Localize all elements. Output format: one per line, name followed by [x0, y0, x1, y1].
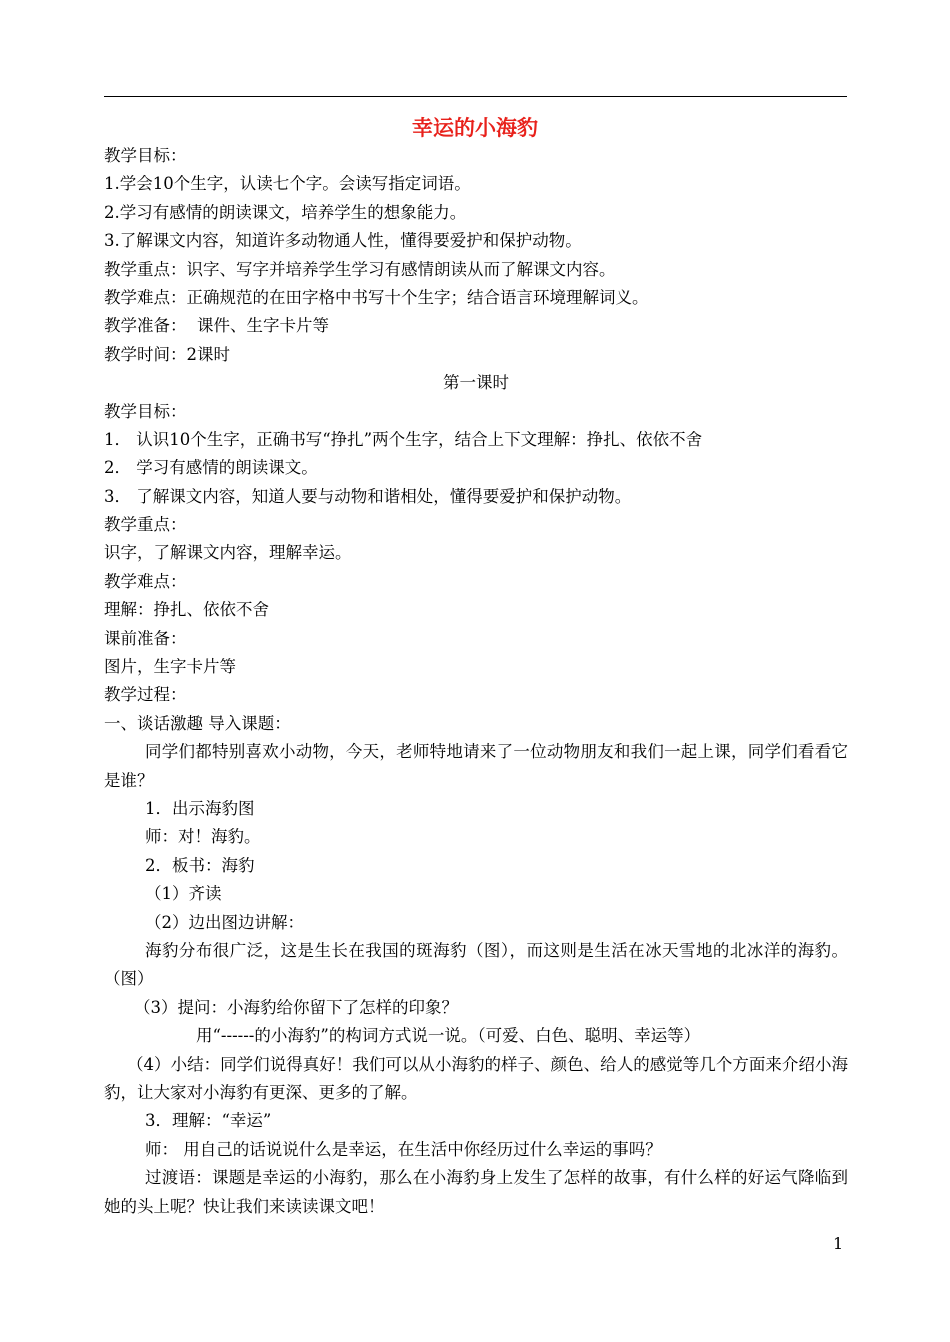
step-line: （3）提问：小海豹给你留下了怎样的印象？ — [134, 997, 458, 1017]
step-line: 3．理解：“幸运” — [145, 1111, 272, 1131]
section-heading: 教学难点： — [104, 571, 187, 591]
section-heading: 教学目标： — [104, 401, 187, 421]
objective-line: 2.学习有感情的朗读课文，培养学生的想象能力。 — [104, 202, 467, 222]
paragraph: 过渡语：课题是幸运的小海豹，那么在小海豹身上发生了怎样的故事，有什么样的好运气降临到她的头上呢？快让我们来读读课文吧！ — [104, 1168, 848, 1216]
document-body — [104, 142, 848, 1221]
step-heading: 一、谈话激趣 导入课题： — [104, 713, 291, 733]
step-line: 2．板书：海豹 — [145, 855, 255, 875]
objective-line: 1.学会10个生字，认读七个字。会读写指定词语。 — [104, 174, 471, 194]
step-line: 1．出示海豹图 — [145, 799, 255, 819]
objective-line: 3． 了解课文内容，知道人要与动物和谐相处，懂得要爱护和保护动物。 — [104, 486, 632, 506]
step-line: 师： 用自己的话说说什么是幸运，在生活中你经历过什么幸运的事吗？ — [145, 1139, 662, 1159]
header-rule — [104, 96, 847, 97]
step-line: （2）边出图边讲解： — [145, 912, 304, 932]
step-line: （1）齐读 — [145, 884, 222, 904]
objective-line: 3.了解课文内容，知道许多动物通人性，懂得要爱护和保护动物。 — [104, 231, 582, 251]
time-line: 教学时间：2课时 — [104, 344, 230, 364]
section-heading: 课前准备： — [104, 628, 187, 648]
step-line: 用“------的小海豹”的构词方式说一说。（可爱、白色、聪明、幸运等） — [196, 1026, 701, 1046]
lesson-heading: 第一课时 — [443, 373, 509, 393]
key-points-line: 教学重点：识字、写字并培养学生学习有感情朗读从而了解课文内容。 — [104, 259, 616, 279]
difficulties-line: 教学难点：正确规范的在田字格中书写十个生字；结合语言环境理解词义。 — [104, 287, 649, 307]
objective-line: 1． 认识10个生字，正确书写“挣扎”两个生字，结合上下文理解：挣扎、依依不舍 — [104, 429, 703, 449]
objective-line: 2． 学习有感情的朗读课文。 — [104, 458, 318, 478]
step-line: 师：对！海豹。 — [145, 827, 261, 847]
document-title: 幸运的小海豹 — [412, 116, 538, 140]
body-line: 识字，了解课文内容，理解幸运。 — [104, 543, 352, 563]
page-number: 1 — [833, 1234, 844, 1253]
paragraph: （4）小结：同学们说得真好！我们可以从小海豹的样子、颜色、给人的感觉等几个方面来介绍小海豹，让大家对小海豹有更深、更多的了解。 — [104, 1054, 848, 1102]
preparation-line: 教学准备： 课件、生字卡片等 — [104, 316, 329, 336]
section-heading: 教学重点： — [104, 515, 187, 535]
section-heading: 教学过程： — [104, 685, 187, 705]
paragraph: 海豹分布很广泛，这是生长在我国的斑海豹（图），而这则是生活在冰天雪地的北冰洋的海豹。（图） — [104, 940, 848, 989]
body-line: 理解：挣扎、依依不舍 — [104, 600, 269, 620]
section-heading: 教学目标： — [104, 146, 187, 165]
body-line: 图片，生字卡片等 — [104, 657, 236, 677]
paragraph: 同学们都特别喜欢小动物，今天，老师特地请来了一位动物朋友和我们一起上课，同学们看看它是谁？ — [104, 742, 848, 790]
